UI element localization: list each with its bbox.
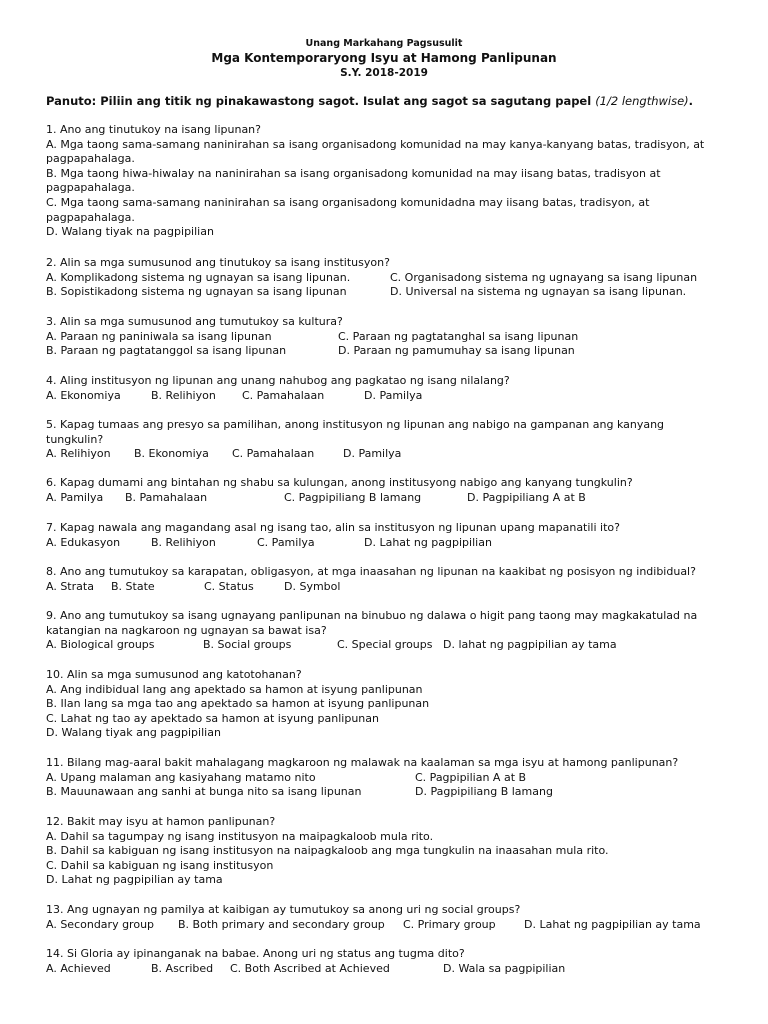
- question-text: 2. Alin sa mga sumusunod ang tinutukoy sa isang institusyon?: [46, 256, 390, 269]
- option: D. lahat ng pagpipilian ay tama: [443, 638, 617, 652]
- option: D. Pamilya: [364, 388, 423, 402]
- option: C. Mga taong sama-samang naninirahan sa isang organisadong komunidadna may iisang batas, tradisyon, at pagpapahalaga.: [46, 195, 650, 224]
- question-3: [46, 315, 736, 359]
- option: B. Both primary and secondary group: [178, 917, 385, 931]
- option: B. Relihiyon: [151, 535, 216, 549]
- option: C. Status: [204, 579, 254, 593]
- option: A. Biological groups: [46, 638, 155, 652]
- question-text: 1. Ano ang tinutukoy na isang lipunan?: [46, 123, 261, 136]
- instructions-text: Panuto: Piliin ang titik ng pinakawastong sagot. Isulat ang sagot sa sagutang papel: [46, 94, 596, 108]
- option: A. Pamilya: [46, 490, 104, 504]
- option: C. Special groups: [337, 638, 433, 652]
- option: C. Pagpipilian A at B: [415, 770, 527, 784]
- option: A. Edukasyon: [46, 535, 121, 549]
- option: D. Pagpipiliang A at B: [467, 490, 586, 504]
- option: C. Pamilya: [257, 535, 315, 549]
- question-7: [46, 521, 736, 550]
- option: B. Social groups: [203, 638, 292, 652]
- option: C. Dahil sa kabiguan ng isang institusyon: [46, 858, 274, 872]
- question-9: [46, 609, 736, 653]
- option: A. Secondary group: [46, 917, 155, 931]
- option: A. Dahil sa tagumpay ng isang institusyon na maipagkaloob mula rito.: [46, 829, 434, 843]
- option: C. Lahat ng tao ay apektado sa hamon at isyung panlipunan: [46, 711, 379, 725]
- question-11: [46, 756, 736, 800]
- question-text: 10. Alin sa mga sumusunod ang katotohanan?: [46, 668, 302, 681]
- question-2: [46, 256, 736, 300]
- option: A. Relihiyon: [46, 447, 111, 461]
- question-text: 9. Ano ang tumutukoy sa isang ugnayang panlipunan na binubuo ng dalawa o higit pang taong may magkakatulad na katangian na nagkaroon ng ugnayan sa bawat isa?: [46, 609, 698, 637]
- option: A. Upang malaman ang kasiyahang matamo nito: [46, 770, 316, 784]
- option: D. Walang tiyak na pagpipilian: [46, 225, 214, 239]
- option: D. Symbol: [284, 579, 341, 593]
- option: B. State: [111, 579, 155, 593]
- option: C. Pagpipiliang B lamang: [284, 490, 422, 504]
- option: C. Both Ascribed at Achieved: [230, 961, 390, 975]
- option: D. Pamilya: [343, 447, 402, 461]
- option: D. Lahat ng pagpipilian: [364, 535, 492, 549]
- option: D. Lahat ng pagpipilian ay tama: [46, 873, 223, 887]
- question-text: 4. Aling institusyon ng lipunan ang unang nahubog ang pagkatao ng isang nilalang?: [46, 374, 510, 387]
- question-14: [46, 947, 736, 976]
- option: B. Dahil sa kabiguan ng isang institusyon na naipagkaloob ang mga tungkulin na inaasahan mula rito.: [46, 844, 609, 858]
- subject-title: Mga Kontemporaryong Isyu at Hamong Panlipunan: [211, 51, 557, 65]
- option: D. Paraan ng pamumuhay sa isang lipunan: [338, 344, 575, 358]
- option: B. Sopistikadong sistema ng ugnayan sa isang lipunan: [46, 285, 347, 299]
- question-text: 11. Bilang mag-aaral bakit mahalagang magkaroon ng malawak na kaalaman sa mga isyu at hamong panlipunan?: [46, 756, 679, 769]
- option: D. Pagpipiliang B lamang: [415, 785, 553, 799]
- question-text: 8. Ano ang tumutukoy sa karapatan, obligasyon, at mga inaasahan ng lipunan na kaakibat ng posisyon ng indibidual?: [46, 565, 696, 578]
- question-text: 14. Si Gloria ay ipinanganak na babae. Anong uri ng status ang tugma dito?: [46, 947, 465, 960]
- instructions-period: .: [688, 94, 694, 108]
- school-year: S.Y. 2018-2019: [340, 67, 428, 79]
- option: A. Ang indibidual lang ang apektado sa hamon at isyung panlipunan: [46, 682, 423, 696]
- question-13: [46, 903, 736, 932]
- option: C. Primary group: [403, 917, 496, 931]
- question-5: [46, 418, 736, 462]
- question-6: [46, 476, 736, 505]
- option: B. Ascribed: [151, 961, 214, 975]
- question-text: 13. Ang ugnayan ng pamilya at kaibigan ay tumutukoy sa anong uri ng social groups?: [46, 903, 521, 916]
- question-text: 12. Bakit may isyu at hamon panlipunan?: [46, 815, 276, 828]
- option: D. Walang tiyak ang pagpipilian: [46, 726, 221, 740]
- option: A. Mga taong sama-samang naninirahan sa isang organisadong komunidad na may kanya-kanyang batas, tradisyon, at pagpapahalaga.: [46, 137, 705, 166]
- option: A. Paraan ng paniniwala sa isang lipunan: [46, 329, 272, 343]
- option: C. Paraan ng pagtatanghal sa isang lipunan: [338, 329, 579, 343]
- question-text: 6. Kapag dumami ang bintahan ng shabu sa kulungan, anong institusyong nabigo ang kanyang tungkulin?: [46, 476, 633, 489]
- option: D. Wala sa pagpipilian: [443, 961, 566, 975]
- option: A. Ekonomiya: [46, 388, 121, 402]
- option: B. Pamahalaan: [125, 490, 208, 504]
- question-text: 7. Kapag nawala ang magandang asal ng isang tao, alin sa institusyon ng lipunan upang mapanatili ito?: [46, 521, 620, 534]
- option: C. Pamahalaan: [232, 447, 315, 461]
- option: D. Universal na sistema ng ugnayan sa isang lipunan.: [390, 285, 687, 299]
- question-text: 3. Alin sa mga sumusunod ang tumutukoy sa kultura?: [46, 315, 343, 328]
- instructions-paren: (1/2 lengthwise): [595, 94, 689, 108]
- exam-title: Unang Markahang Pagsusulit: [305, 38, 463, 49]
- option: A. Achieved: [46, 961, 111, 975]
- question-12: [46, 815, 736, 888]
- option: C. Organisadong sistema ng ugnayang sa isang lipunan: [390, 270, 698, 284]
- question-10: [46, 668, 736, 741]
- option: A. Strata: [46, 579, 94, 593]
- option: A. Komplikadong sistema ng ugnayan sa isang lipunan.: [46, 270, 351, 284]
- option: B. Ilan lang sa mga tao ang apektado sa hamon at isyung panlipunan: [46, 697, 430, 711]
- option: B. Mga taong hiwa-hiwalay na naninirahan sa isang organisadong komunidad na may iisang batas, tradisyon at pagpapahalaga.: [46, 166, 661, 195]
- option: B. Mauunawaan ang sanhi at bunga nito sa isang lipunan: [46, 785, 362, 799]
- question-text: 5. Kapag tumaas ang presyo sa pamilihan, anong institusyon ng lipunan ang nabigo na gampanan ang kanyang tungkulin?: [46, 418, 665, 446]
- question-1: [46, 123, 736, 240]
- option: B. Paraan ng pagtatanggol sa isang lipunan: [46, 344, 287, 358]
- question-4: [46, 374, 736, 403]
- option: B. Ekonomiya: [134, 447, 209, 461]
- question-8: [46, 565, 736, 594]
- option: B. Relihiyon: [151, 388, 216, 402]
- instructions: [46, 94, 726, 108]
- option: D. Lahat ng pagpipilian ay tama: [524, 917, 701, 931]
- option: C. Pamahalaan: [242, 388, 325, 402]
